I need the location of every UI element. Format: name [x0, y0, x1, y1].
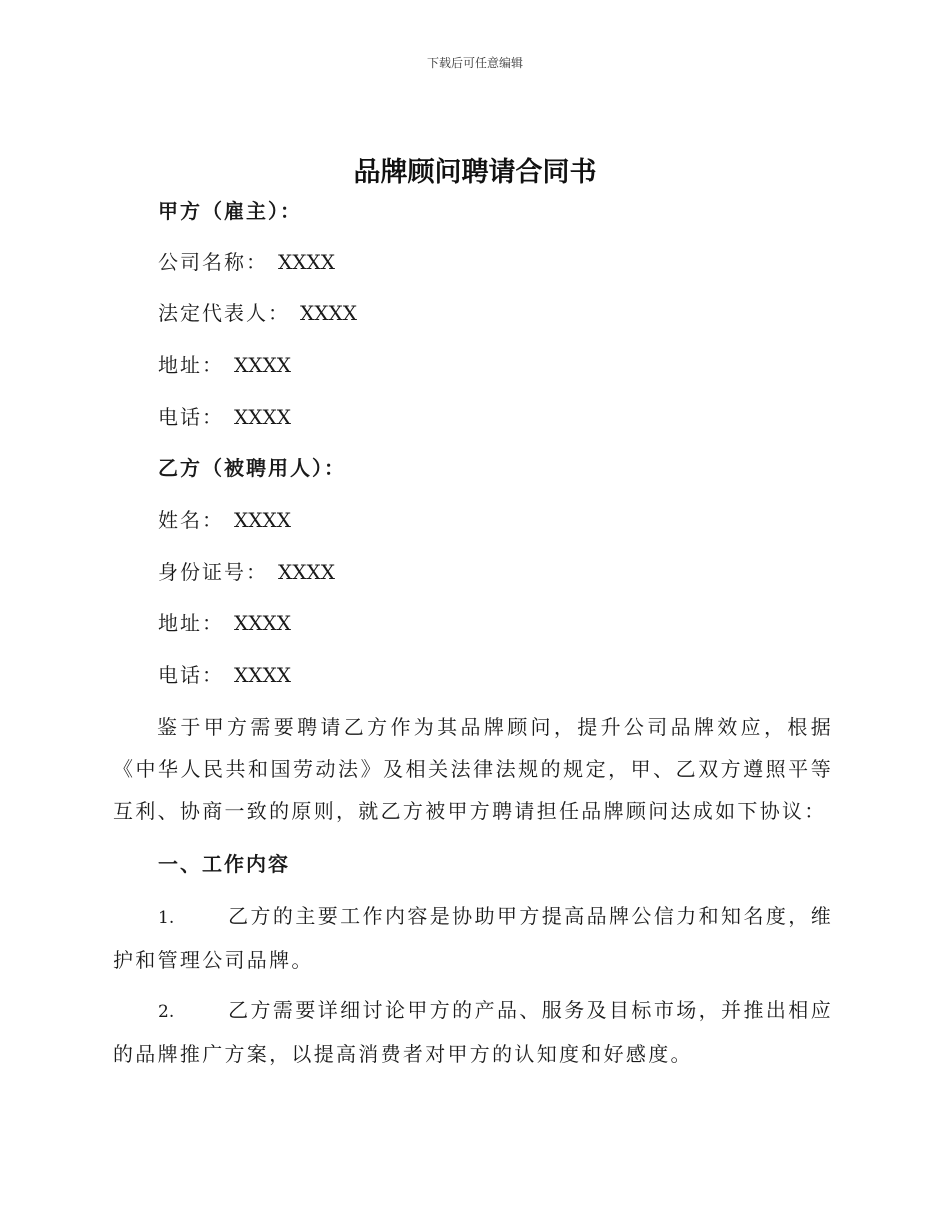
- field-label: 身份证号：: [158, 560, 268, 584]
- field-value: XXXX: [278, 250, 335, 274]
- party-a-phone: [158, 402, 291, 432]
- field-label: 法定代表人：: [158, 301, 290, 325]
- party-a-legal-rep: [158, 298, 357, 328]
- field-label: 姓名：: [158, 508, 224, 532]
- field-value: XXXX: [278, 560, 335, 584]
- party-b-name: [158, 505, 291, 535]
- party-a-company-name: [158, 247, 335, 277]
- field-label: 地址：: [158, 611, 224, 635]
- item-text: 乙方的主要工作内容是协助甲方提高品牌公信力和知名度，维护和管理公司品牌。: [113, 904, 833, 972]
- page-header-note: 下载后可任意编辑: [426, 56, 523, 70]
- field-label: 电话：: [158, 405, 224, 429]
- section-1-heading: 一、工作内容: [158, 852, 290, 876]
- section-1-item-1: [113, 895, 833, 981]
- party-a-address: [158, 350, 291, 380]
- field-value: XXXX: [234, 663, 291, 687]
- section-1-item-2: [113, 989, 833, 1075]
- field-value: XXXX: [234, 353, 291, 377]
- party-b-address: [158, 608, 291, 638]
- party-a-heading: 甲方（雇主）：: [158, 199, 302, 223]
- field-value: XXXX: [234, 508, 291, 532]
- field-value: XXXX: [300, 301, 357, 325]
- field-label: 公司名称：: [158, 250, 268, 274]
- preamble-paragraph: 鉴于甲方需要聘请乙方作为其品牌顾问，提升公司品牌效应，根据《中华人民共和国劳动法》及相关法律法规的规定，甲、乙双方遵照平等互利、协商一致的原则，就乙方被甲方聘请担任品牌顾问达成如下协议：: [113, 715, 833, 823]
- item-text: 乙方需要详细讨论甲方的产品、服务及目标市场，并推出相应的品牌推广方案，以提高消费者对甲方的认知度和好感度。: [113, 998, 833, 1066]
- party-b-id-number: [158, 557, 335, 587]
- party-b-phone: [158, 660, 291, 690]
- item-number: 2.: [158, 1002, 175, 1022]
- item-number: 1.: [158, 908, 175, 928]
- document-title: 品牌顾问聘请合同书: [353, 157, 597, 188]
- field-label: 电话：: [158, 663, 224, 687]
- field-label: 地址：: [158, 353, 224, 377]
- party-b-heading: 乙方（被聘用人）：: [158, 456, 346, 480]
- field-value: XXXX: [234, 405, 291, 429]
- field-value: XXXX: [234, 611, 291, 635]
